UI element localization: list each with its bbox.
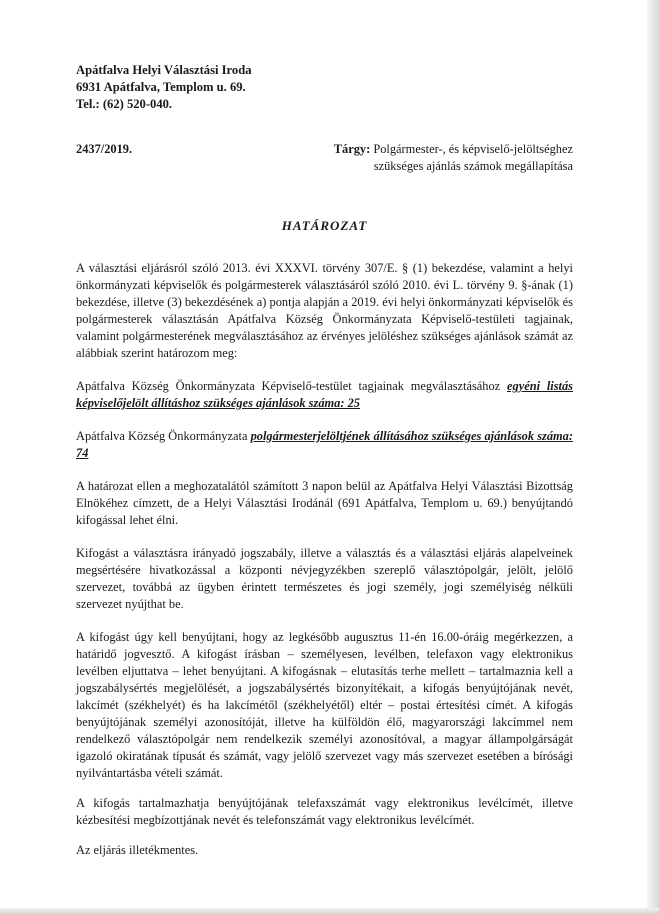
decision-paragraph-1 xyxy=(76,378,573,412)
document-page xyxy=(76,62,573,859)
office-name: Apátfalva Helyi Választási Iroda xyxy=(76,63,252,77)
scan-edge-bottom xyxy=(0,908,659,914)
objection-paragraph: Kifogást a választásra irányadó jogszabály, illetve a választás és a választási eljárás alapelveinek megsértésére hivatkozással a központi névjegyzékben szereplő választópolgár, jelölt, jelölő szervezet, továbbá az ügyben érintett természetes és jogi személy, jogi személyiség nélküli szervezet nyújthat be. xyxy=(76,546,573,611)
reference-row xyxy=(76,141,573,183)
office-phone: Tel.: (62) 520-040. xyxy=(76,97,173,111)
deadline-paragraph: A kifogást úgy kell benyújtani, hogy az legkésőbb augusztus 11-én 16.00-óráig megérkezzen, a határidő jogvesztő. A kifogást írásban – személyesen, levélben, telefaxon vagy elektronikus levélben eljuttatva – lehet benyújtani. A kifogásnak – elutasítás terhe mellett – tartalmaznia kell a jogszabálysértés megjelölését, a jogszabálysértés bizonyítékait, a kifogás benyújtójának nevét, lakcímét (székhelyét) és ha lakcímétől (székhelyétől) eltér – postai értesítési címét. A kifogás benyújtójának személyi azonosítóját, illetve ha külföldön élő, magyarországi lakcímmel nem rendelkező választópolgár nem rendelkezik személyi azonosítóval, a magyar állampolgárságát igazoló okiratának típusát és számát, vagy jelölő szervezet vagy más szervezet esetében a bírósági nyilvántartásba vételi számát. xyxy=(76,630,573,780)
appeal-paragraph: A határozat ellen a meghozatalától számított 3 napon belül az Apátfalva Helyi Választási Bizottság Elnökéhez címzett, de a Helyi Választási Irodánál (691 Apátfalva, Templom u. 69.) benyújtandó kifogással lehet élni. xyxy=(76,479,573,527)
case-number: 2437/2019. xyxy=(76,142,133,156)
subject-line-1: Polgármester-, és képviselő-jelöltséghez xyxy=(373,142,573,156)
fee-paragraph: Az eljárás illetékmentes. xyxy=(76,843,199,857)
decision-2-text: Apátfalva Község Önkormányzata xyxy=(76,429,251,443)
decision-paragraph-2 xyxy=(76,428,573,462)
subject-label: Tárgy: xyxy=(333,142,371,156)
decision-2-emphasis: polgármesterjelöltjének állításához szükséges ajánlások száma: 74 xyxy=(76,429,573,460)
office-address: 6931 Apátfalva, Templom u. 69. xyxy=(76,80,246,94)
subject-line-2: szükséges ajánlás számok megállapítása xyxy=(373,159,573,173)
intro-paragraph: A választási eljárásról szóló 2013. évi XXXVI. törvény 307/E. § (1) bekezdése, valamint a helyi önkormányzati képviselők és polgármesterek választásáról szóló 2010. évi L. törvény 9. §-ának (1) bekezdése, illetve (3) bekezdésének a) pontja alapján a 2019. évi helyi önkormányzati képviselők és polgármesterek választásán Apátfalva Község Önkormányzata Képviselő-testületi tagjainak, valamint polgármesterének megválasztásához az érvényes jelöléshez szükséges ajánlások számát az alábbiak szerint határozom meg: xyxy=(76,261,573,360)
document-title: HATÁROZAT xyxy=(281,218,368,233)
decision-1-text: Apátfalva Község Önkormányzata Képviselő-testület tagjainak megválasztásához xyxy=(76,379,507,393)
contact-paragraph: A kifogás tartalmazhatja benyújtójának telefaxszámát vagy elektronikus levélcímét, illetve kézbesítési megbízottjának nevét és telefonszámát vagy elektronikus levélcímét. xyxy=(76,796,573,827)
decision-1-emphasis: egyéni listás képviselőjelölt állításhoz szükséges ajánlások száma: 25 xyxy=(76,379,574,410)
letterhead xyxy=(76,62,573,113)
scan-edge-right xyxy=(647,0,659,914)
subject-block xyxy=(293,141,573,175)
